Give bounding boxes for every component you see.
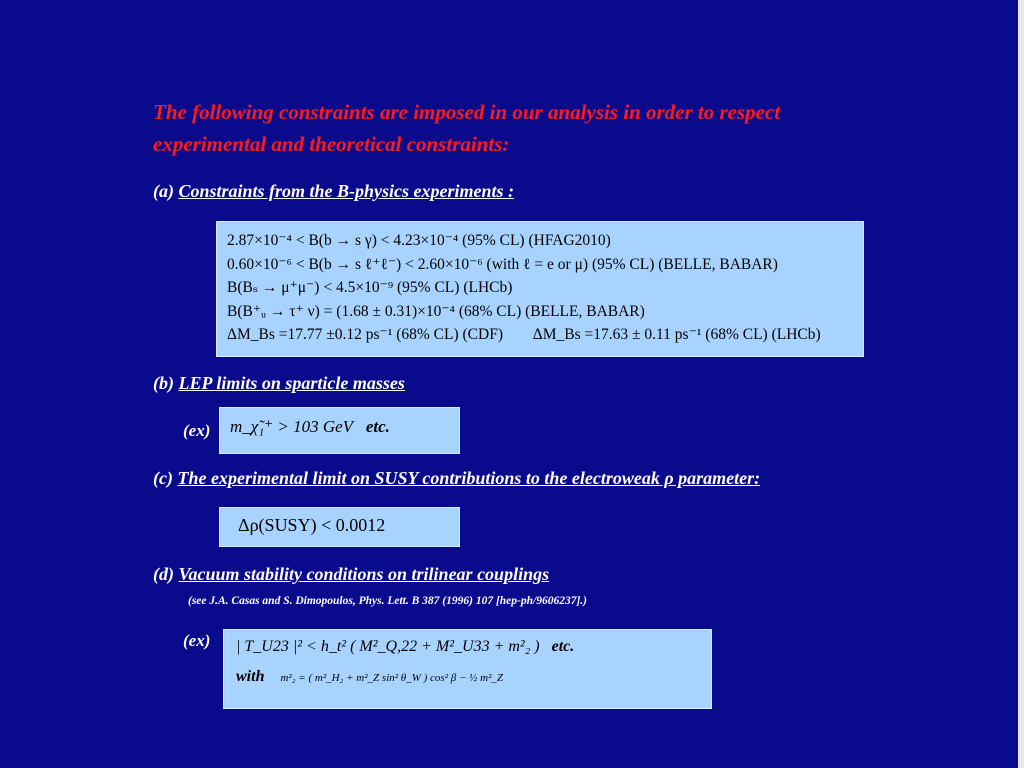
- section-a-heading: [153, 181, 514, 202]
- vacuum-stability-box: [223, 629, 712, 709]
- section-d-heading: [153, 564, 549, 585]
- rho-parameter-box: [219, 507, 460, 547]
- section-d-prefix: (d): [153, 564, 174, 584]
- section-b-heading: [153, 373, 405, 394]
- section-a-prefix: (a): [153, 181, 174, 201]
- delta-m-cdf: ΔM_Bs =17.77 ±0.12 ps⁻¹ (68% CL) (CDF): [227, 326, 503, 344]
- reference-note: (see J.A. Casas and S. Dimopoulos, Phys. Lett. B 387 (1996) 107 [hep-ph/9606237].): [188, 595, 587, 607]
- vacuum-formula: | T_U23 |² < h_t² ( M²_Q,22 + M²_U33 + m²₂ ): [236, 638, 540, 655]
- example-label: (ex): [183, 421, 211, 440]
- with-label: with: [236, 668, 265, 685]
- section-d-label: Vacuum stability conditions on trilinear couplings: [178, 564, 550, 584]
- section-c-label: The experimental limit on SUSY contributions to the electroweak ρ parameter:: [177, 468, 761, 488]
- section-b-prefix: (b): [153, 373, 174, 393]
- delta-m-lhcb: ΔM_Bs =17.63 ± 0.11 ps⁻¹ (68% CL) (LHCb): [532, 326, 821, 344]
- vacuum-etc: etc.: [551, 638, 575, 655]
- b-physics-row: B(Bₛ → μ⁺μ⁻) < 4.5×10⁻⁹ (95% CL) (LHCb): [227, 279, 513, 297]
- lep-etc: etc.: [365, 417, 390, 436]
- b-physics-row: 0.60×10⁻⁶ < B(b → s ℓ⁺ℓ⁻) < 2.60×10⁻⁶ (with ℓ = e or μ) (95% CL) (BELLE, BABAR): [227, 255, 778, 273]
- slide-title: The following constraints are imposed in our analysis in order to respect experimental and theoretical constraints:: [153, 100, 781, 156]
- b-physics-row: B(B⁺ᵤ → τ⁺ ν) = (1.68 ± 0.31)×10⁻⁴ (68% CL) (BELLE, BABAR): [227, 302, 645, 320]
- with-formula: m²₂ = ( m²_H₂ + m²_Z sin² θ_W ) cos² β − ½ m²_Z: [280, 672, 503, 684]
- slide-edge: [1018, 0, 1024, 768]
- delta-m-row: [227, 323, 853, 347]
- section-b-label: LEP limits on sparticle masses: [178, 373, 405, 393]
- rho-formula: Δρ(SUSY) < 0.0012: [238, 515, 386, 535]
- b-physics-row: 2.87×10⁻⁴ < B(b → s γ) < 4.23×10⁻⁴ (95% CL) (HFAG2010): [227, 232, 611, 249]
- section-a-label: Constraints from the B-physics experiments :: [178, 181, 515, 201]
- lep-limit-box: [219, 407, 460, 454]
- lep-formula: m_χ̃₁⁺ > 103 GeV: [230, 417, 354, 436]
- section-c-prefix: (c): [153, 468, 173, 488]
- b-physics-constraints-box: [216, 221, 864, 357]
- example-label: (ex): [183, 631, 211, 650]
- section-c-heading: [153, 468, 760, 489]
